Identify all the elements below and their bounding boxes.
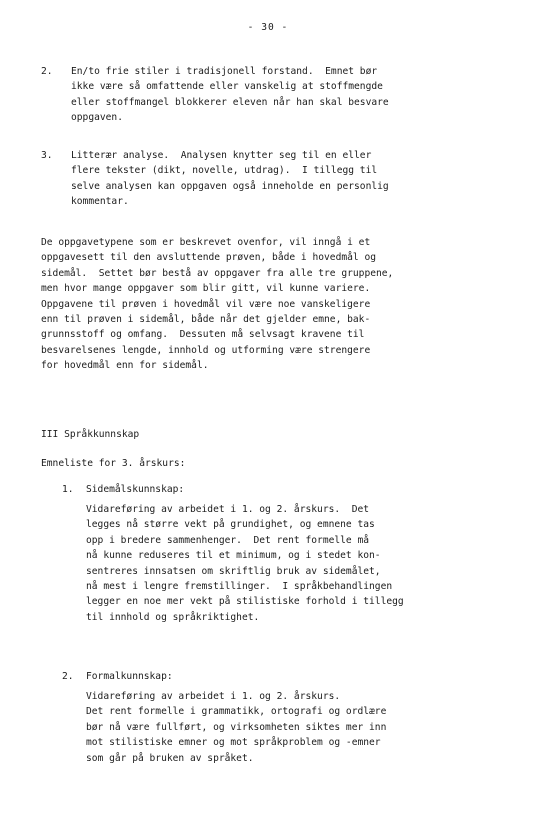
text-line: som går på bruken av språket. <box>86 752 254 764</box>
text-line: Vidareføring av arbeidet i 1. og 2. årskurs. <box>86 691 341 702</box>
text-line: enn til prøven i sidemål, både når det gjelder emne, bak- <box>41 314 371 326</box>
text-line: for hovedmål enn for sidemål. <box>41 360 209 372</box>
subsection-text <box>86 502 404 625</box>
list-item-number: 2. <box>41 66 53 77</box>
list-item-text <box>71 148 389 210</box>
subsection-number: 2. <box>62 671 74 682</box>
text-line: mot stilistiske emner og mot språkproblem og -emner <box>86 737 381 749</box>
text-line: til innhold og språkriktighet. <box>86 611 260 623</box>
text-line: sentreres innsatsen om skriftlig bruk av sidemålet, <box>86 565 381 577</box>
text-line: kommentar. <box>71 196 129 208</box>
text-line: besvarelsenes lengde, innhold og utforming være strengere <box>41 344 371 356</box>
list-item <box>41 64 511 128</box>
text-line: sidemål. Settet bør bestå av oppgaver fra alle tre gruppene, <box>41 267 394 279</box>
text-line: grunnsstoff og omfang. Dessuten må selvsagt kravene til <box>41 329 365 341</box>
subsection-title: Formalkunnskap: <box>86 671 173 682</box>
text-line: Vidareføring av arbeidet i 1. og 2. årskurs. Det <box>86 504 370 515</box>
text-line: Litterær analyse. Analysen knytter seg til en eller <box>71 150 372 161</box>
subsection-text <box>86 689 386 766</box>
text-line: bør nå være fullført, og virksomheten siktes mer inn <box>86 721 387 733</box>
text-line: nå mest i lengre fremstillinger. I språkbehandlingen <box>86 581 393 593</box>
text-line: legges nå større vekt på grundighet, og emnene tas <box>86 519 375 531</box>
list-item <box>41 148 511 212</box>
text-line: oppgavesett til den avsluttende prøven, både i hovedmål og <box>41 252 377 264</box>
list-item-number: 3. <box>41 150 53 161</box>
text-line: eller stoffmangel blokkerer eleven når han skal besvare <box>71 96 389 108</box>
subsection <box>62 669 512 779</box>
subsection-title: Sidemålskunnskap: <box>86 484 185 495</box>
text-line: De oppgavetypene som er beskrevet ovenfor, vil inngå i et <box>41 237 371 248</box>
text-line: selve analysen kan oppgaven også inneholde en personlig <box>71 180 389 192</box>
subsection <box>62 482 512 642</box>
page-number: - 30 - <box>247 22 289 33</box>
text-line: nå kunne reduseres til et minimum, og i stedet kon- <box>86 550 381 562</box>
text-line: oppgaven. <box>71 112 123 124</box>
subsection-number: 1. <box>62 484 74 495</box>
emneliste-heading: Emneliste for 3. årskurs: <box>41 458 186 469</box>
text-line: En/to frie stiler i tradisjonell forstand. Emnet bør <box>71 66 378 77</box>
text-line: ikke være så omfattende eller vanskelig at stoffmengde <box>71 81 383 93</box>
text-line: men hvor mange oppgaver som blir gitt, vil kunne variere. <box>41 283 371 295</box>
text-line: opp i bredere sammenhenger. Det rent formelle må <box>86 534 370 546</box>
text-line: legger en noe mer vekt på stilistiske forhold i tillegg <box>86 596 404 608</box>
text-line: Det rent formelle i grammatikk, ortografi og ordlære <box>86 706 387 718</box>
body-paragraph <box>41 235 511 374</box>
text-line: flere tekster (dikt, novelle, utdrag). I tillegg til <box>71 165 378 177</box>
list-item-text <box>71 64 389 126</box>
section-heading: III Språkkunnskap <box>41 429 140 440</box>
text-line: Oppgavene til prøven i hovedmål vil være noe vanskeligere <box>41 298 371 310</box>
